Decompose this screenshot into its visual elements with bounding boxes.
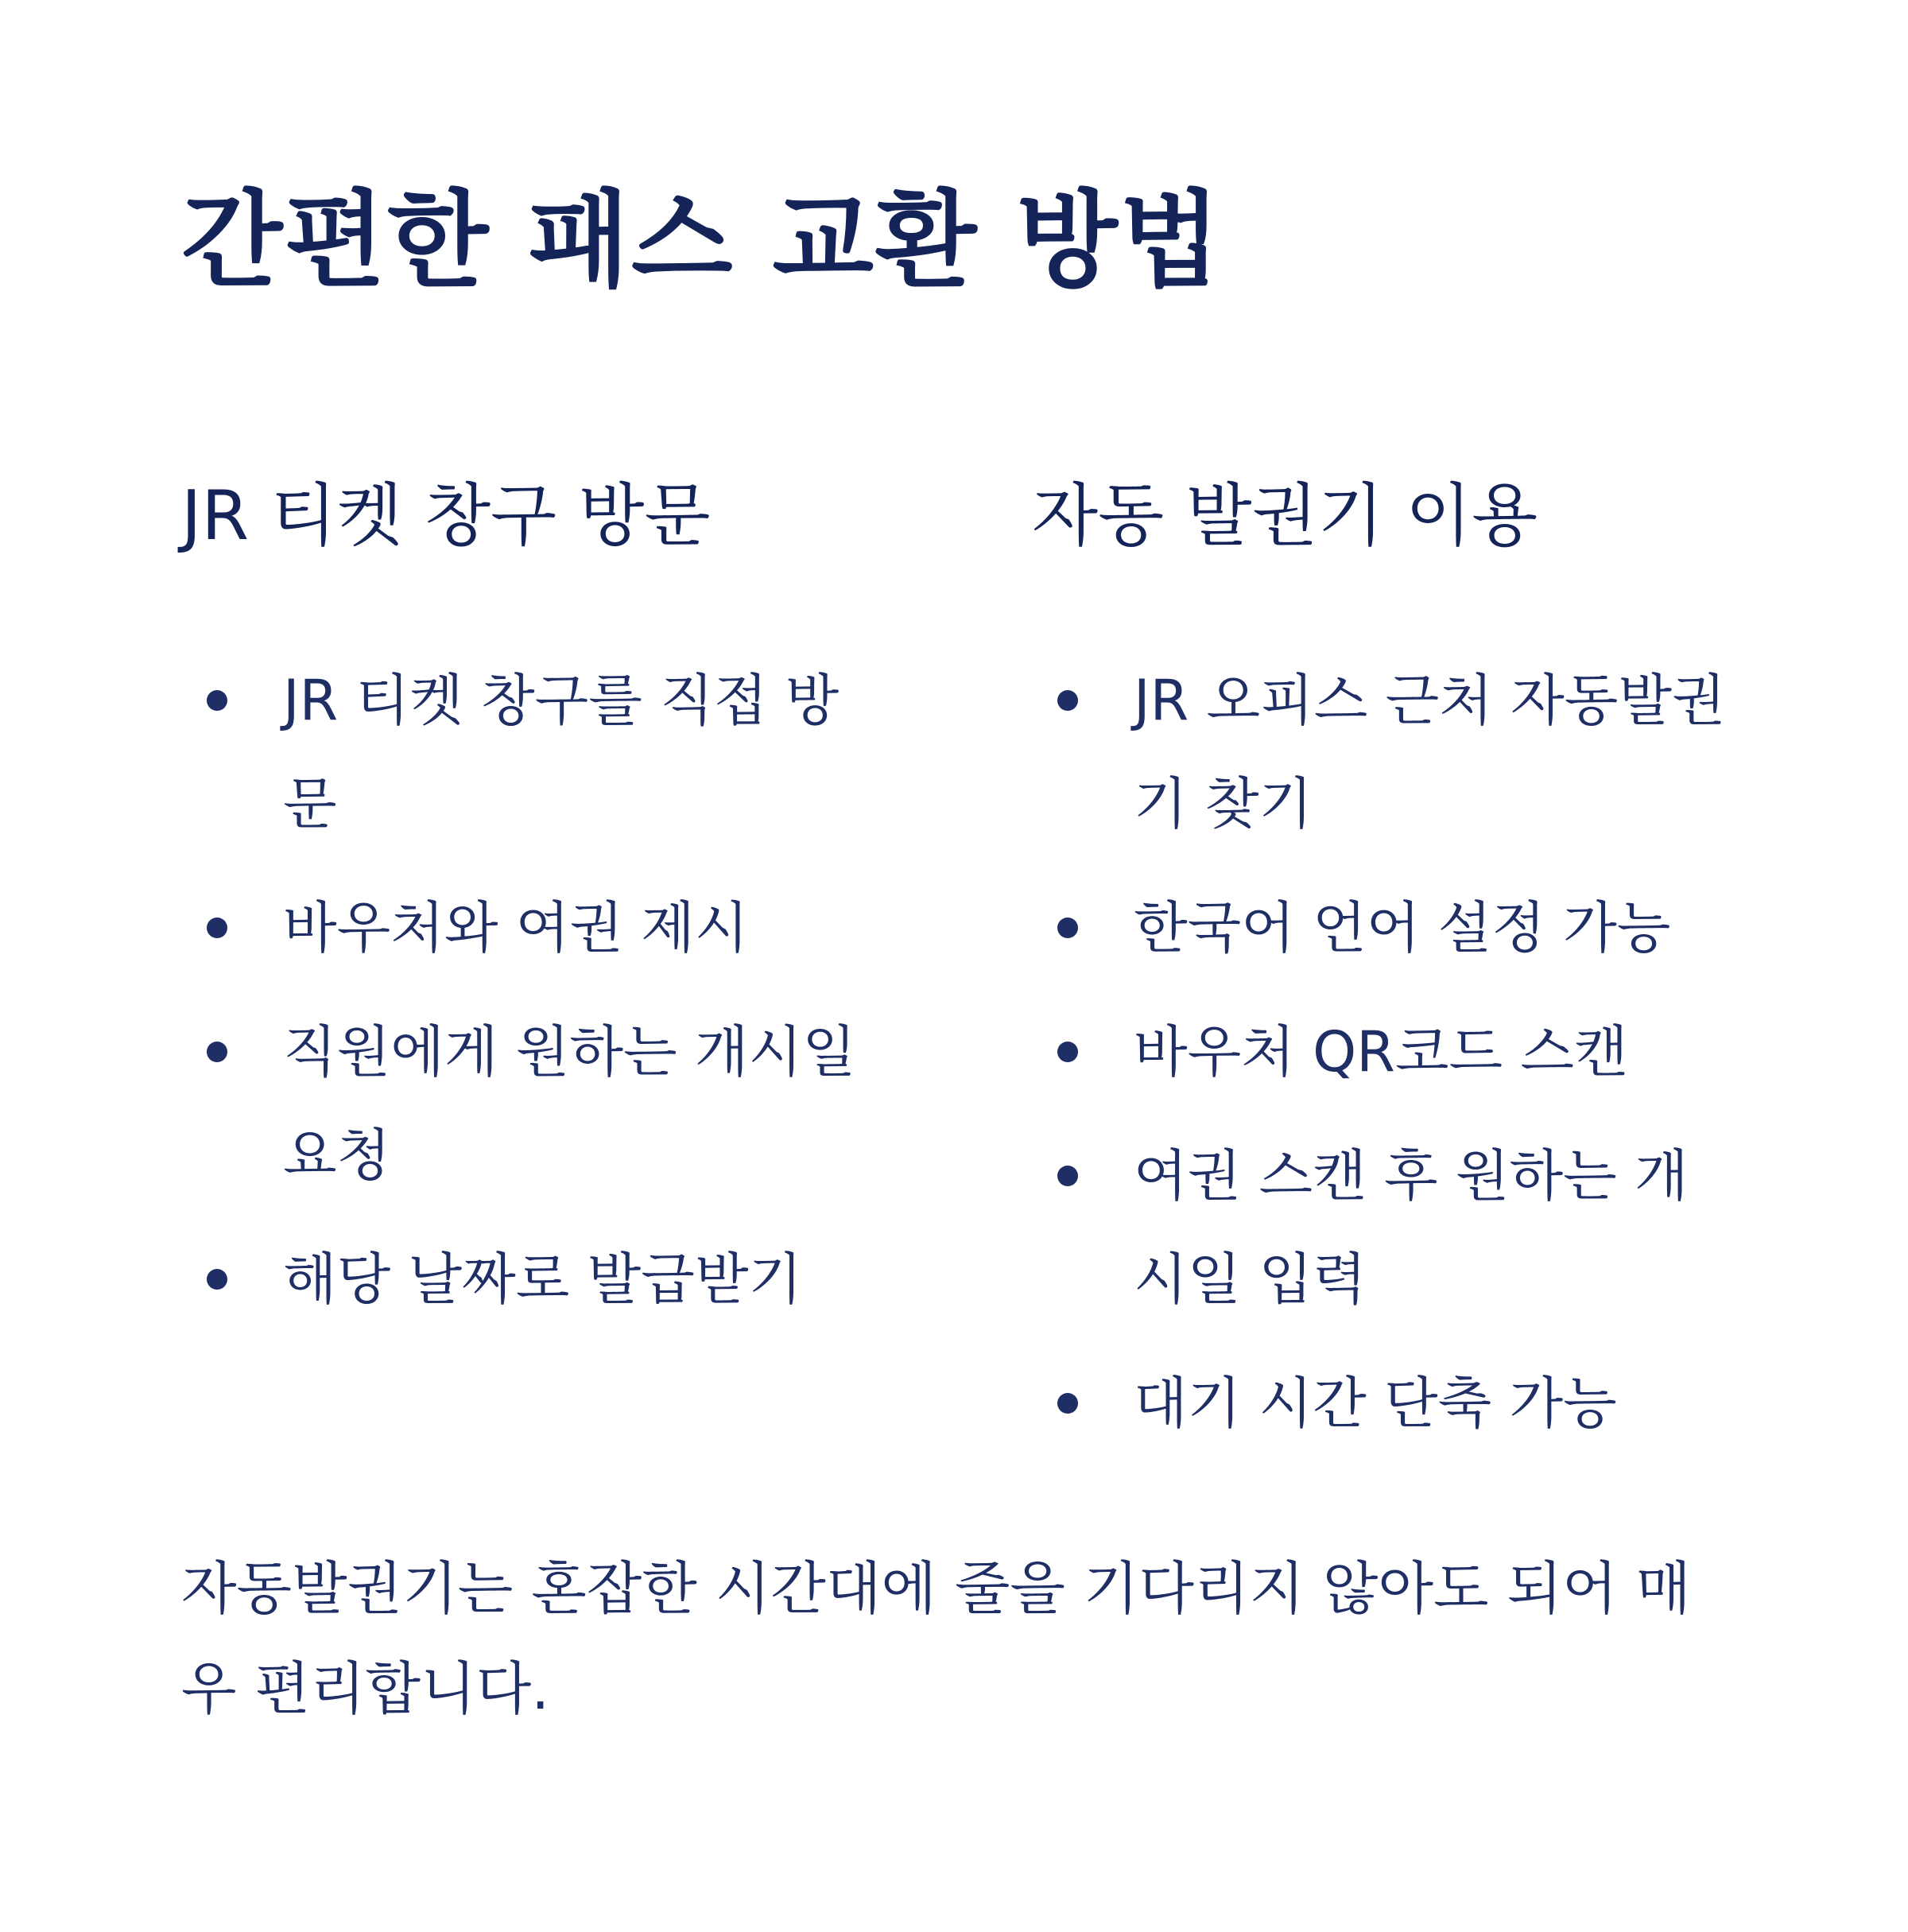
list-item [1032, 876, 1732, 980]
window-counter-list [181, 649, 865, 1352]
footer-note: 자동발권기는 혼잡한 시간대에 줄을 기다리지 않아도 되어 매우 편리합니다. [181, 1555, 1692, 1722]
bullet-icon [1057, 690, 1078, 711]
ticket-machine-heading: 자동 발권기 이용 [1032, 476, 1538, 556]
ticket-machine-list [1032, 649, 1732, 1476]
bullet-icon [207, 690, 227, 711]
bullet-icon [207, 918, 227, 938]
list-item-text: 대기 시간 단축 가능 [1134, 1371, 1617, 1436]
list-item [1032, 1352, 1732, 1455]
window-counter-section [181, 475, 897, 1312]
list-item-text: 한국어 언어 설정 가능 [1134, 895, 1671, 960]
bullet-icon [1057, 1166, 1078, 1186]
window-counter-heading: JR 티켓 창구 방문 [181, 476, 711, 556]
bullet-icon [1057, 1393, 1078, 1414]
list-item [181, 649, 865, 855]
page-title: 간편한 패스 교환 방법 [181, 180, 1223, 302]
list-item [181, 1000, 865, 1207]
list-item [1032, 649, 1732, 855]
list-item-text: 바우처 QR코드 스캔 [1134, 1019, 1628, 1084]
list-item-text: JR 티켓 창구를 직접 방문 [283, 668, 840, 836]
list-item [181, 876, 865, 980]
list-item-text: 여권 스캔 후 원하는 개시일 입력 [1134, 1143, 1689, 1312]
list-item [181, 1228, 865, 1331]
list-item [1032, 1000, 1732, 1104]
list-item [1032, 1124, 1732, 1331]
list-item-text: 해당 날짜로 발급받기 [283, 1247, 803, 1312]
bullet-icon [207, 1042, 227, 1062]
list-item-text: 직원에게 원하는 개시일 요청 [283, 1019, 856, 1188]
ticket-machine-section [1032, 475, 1747, 1436]
bullet-icon [1057, 1042, 1078, 1062]
list-item-text: 바우처와 여권 제시 [283, 895, 749, 960]
list-item-text: JR 오피스 근처 자동발권기 찾기 [1134, 668, 1726, 836]
bullet-icon [207, 1269, 227, 1290]
bullet-icon [1057, 918, 1078, 938]
